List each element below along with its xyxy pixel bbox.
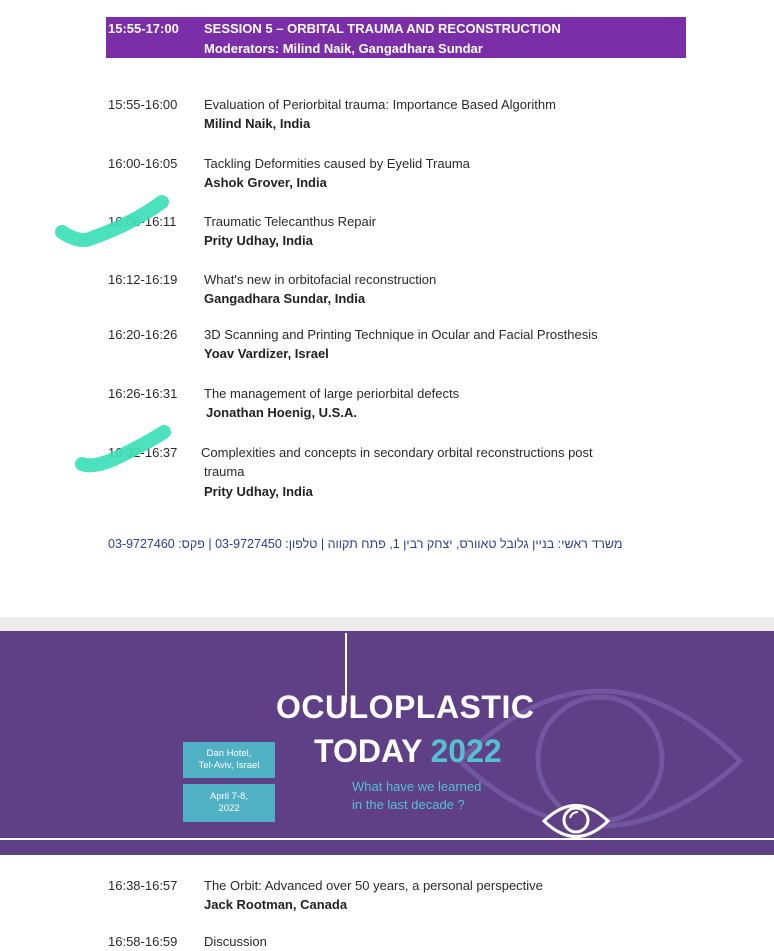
talk-speaker: Jonathan Hoenig, U.S.A. <box>206 405 357 420</box>
talk-title: Evaluation of Periorbital trauma: Importance Based Algorithm <box>204 97 556 112</box>
session-time: 15:55-17:00 <box>108 21 179 36</box>
talk-title: Traumatic Telecanthus Repair <box>204 214 376 229</box>
talk-speaker: Prity Udhay, India <box>204 233 313 248</box>
talk-time: 16:06-16:11 <box>108 214 177 229</box>
session-title: SESSION 5 – ORBITAL TRAUMA AND RECONSTRUCTION <box>204 21 561 36</box>
dates-box <box>183 784 275 822</box>
banner-tagline-line2: in the last decade ? <box>352 797 465 812</box>
footer-contact: משרד ראשי: בניין גלובל טאוורס, יצחק רבין 1, פתח תקווה | טלפון: 03-9727450 | פקס: 03-9727460 <box>108 537 623 551</box>
talk-title: The management of large periorbital defects <box>204 386 460 401</box>
conference-banner <box>0 631 774 855</box>
talk-title: Complexities and concepts in secondary orbital reconstructions post <box>201 445 593 460</box>
banner-title-line2 <box>314 733 502 770</box>
talk-title: 3D Scanning and Printing Technique in Ocular and Facial Prosthesis <box>204 327 598 342</box>
page-separator <box>0 617 774 631</box>
talk-title: Tackling Deformities caused by Eyelid Trauma <box>204 156 470 171</box>
checkmark-icon <box>72 420 182 490</box>
talk-speaker: Prity Udhay, India <box>204 484 313 499</box>
dates-line1: April 7-8, <box>209 791 248 802</box>
banner-tagline-line1: What have we learned <box>352 779 482 794</box>
dates-line2: 2022 <box>218 803 240 814</box>
talk-speaker: Yoav Vardizer, Israel <box>204 346 329 361</box>
talk-speaker: Milind Naik, India <box>204 116 311 131</box>
venue-line1: Dan Hotel, <box>206 748 252 759</box>
session-moderators: Moderators: Milind Naik, Gangadhara Sundar <box>204 41 483 56</box>
talk-time: 16:58-16:59 <box>108 934 178 949</box>
talk-time: 16:00-16:05 <box>108 156 178 171</box>
banner-title-today: TODAY <box>314 733 423 769</box>
venue-line2: Tel-Aviv, Israel <box>198 760 260 771</box>
talk-time: 16:32-16:37 <box>108 445 178 460</box>
talk-time: 16:26-16:31 <box>108 386 178 401</box>
banner-tagline <box>352 778 522 814</box>
banner-divider-horizontal <box>0 838 774 840</box>
banner-year: 2022 <box>430 733 502 769</box>
talk-time: 16:20-16:26 <box>108 327 178 342</box>
session-header <box>106 17 686 58</box>
venue-box <box>183 742 275 778</box>
talk-time: 16:38-16:57 <box>108 878 178 893</box>
talk-title: Discussion <box>204 934 267 949</box>
talk-title: The Orbit: Advanced over 50 years, a personal perspective <box>204 878 543 893</box>
talk-time: 16:12-16:19 <box>108 272 178 287</box>
talk-time: 15:55-16:00 <box>108 97 178 112</box>
talk-speaker: Gangadhara Sundar, India <box>204 291 366 306</box>
banner-title: OCULOPLASTIC <box>276 689 535 725</box>
talk-title: What's new in orbitofacial reconstruction <box>204 272 437 287</box>
talk-title-continued: trauma <box>204 464 245 479</box>
talk-speaker: Jack Rootman, Canada <box>204 897 348 912</box>
talk-speaker: Ashok Grover, India <box>204 175 327 190</box>
checkmark-icon <box>52 190 172 260</box>
